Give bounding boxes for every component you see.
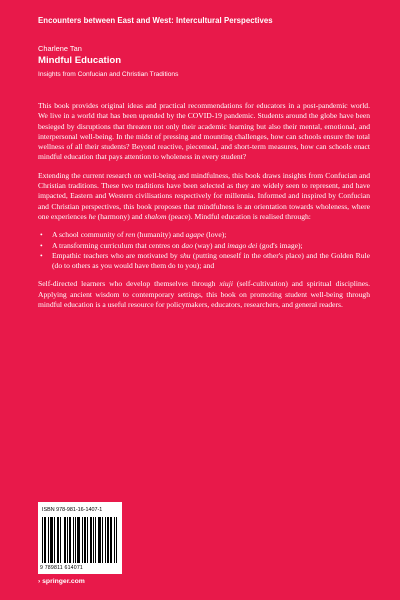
blurb-paragraph-2 [38,171,370,222]
bullet-item [38,241,370,251]
publisher-website: › springer.com [38,578,85,585]
barcode-bar [107,517,108,563]
author-name: Charlene Tan [38,44,82,53]
term-xiuji: xiuji [219,279,233,289]
barcode-bar [102,517,103,563]
blurb [38,101,370,318]
barcode-bar [111,517,112,563]
text-span: (self-cultivation) and spiritual disciplines. Applying ancient wisdom to contemporary settings, this book on promoting student well-being through mindful education is a useful resource for policymakers, educators, researchers, and general readers. [38,279,370,310]
barcode-bar [75,517,76,563]
text-span: (love); [204,230,227,240]
bullet-dot: • [40,250,43,260]
barcode-bar [73,517,74,563]
barcode-icon [42,517,118,563]
barcode-bar [78,517,79,563]
barcode-bar [105,517,106,563]
blurb-paragraph-1: This book provides original ideas and practical recommendations for educators in a post-pandemic world. We live in a world that has been upended by the COVID-19 pandemic. Students around the globe have been besieged by disruptions that threaten not only their academic learning but also their mental, emotional, and interpersonal well-being. In the midst of pressing and mounting challenges, how can schools ensure the total wellness of all their students? Beyond reactive, piecemeal, and short-term measures, how can schools enact mindful education that pays attention to wholeness in every student? [38,101,370,162]
term-shu: shu [180,250,191,260]
text-span: (harmony) and [95,211,145,221]
isbn-label: ISBN 978-981-16-1407-1 [42,507,103,513]
book-subtitle: Insights from Confucian and Christian Traditions [38,71,179,78]
barcode-bar [58,517,59,563]
series-title: Encounters between East and West: Intercultural Perspectives [38,16,273,25]
text-span: Empathic teachers who are motivated by [52,250,180,260]
barcode-bar [98,517,99,563]
barcode-bar [95,517,96,563]
barcode-bar [91,517,92,563]
bullet-dot: • [40,240,43,250]
barcode-bar [90,517,91,563]
bullet-item [38,230,370,240]
term-imago-dei: imago dei [227,240,258,250]
text-span: (way) and [192,240,228,250]
barcode-bar [70,517,71,563]
text-span: (humanity) and [135,230,186,240]
text-span: Self-directed learners who develop themselves through [38,279,220,289]
blurb-paragraph-3 [38,279,370,310]
barcode-bar [54,517,55,563]
term-ren: ren [125,230,136,240]
bullet-list [38,230,370,271]
barcode-bar [93,517,94,563]
barcode-bar [108,517,109,563]
barcode-bar [42,517,43,563]
barcode-bar [45,517,46,563]
barcode-box [38,502,122,574]
book-title: Mindful Education [38,55,122,66]
barcode-bar [85,517,86,563]
barcode-bar [77,517,78,563]
term-agape: agape [185,230,205,240]
term-dao: dao [181,240,193,250]
barcode-bar [48,517,49,563]
barcode-bar [87,517,88,563]
barcode-bar [79,517,80,563]
bullet-dot: • [40,230,43,240]
text-span: (putting oneself in the other's place) and the Golden Rule (do to others as you would have them do to you); and [52,250,370,271]
text-span: (peace). Mindful education is realised through: [166,211,311,221]
term-he: he [88,211,96,221]
text-span: Extending the current research on well-being and mindfulness, this book draws insights from Confucian and Christian traditions. These two traditions have been selected as they are widely seen to represent, and have impacted, Eastern and Western civilisations respectively for millennia. Informed and inspired by Confucian and Christian perspectives, this book proposes that mindfulness is an orientation towards wholeness, where one experiences [38,170,370,221]
text-span: A school community of [52,230,126,240]
barcode-bar [57,517,58,563]
barcode-bar [67,517,68,563]
barcode-bar [82,517,83,563]
barcode-bar [65,517,66,563]
barcode-bar [51,517,52,563]
term-shalom: shalom [144,211,167,221]
barcode-bar [50,517,51,563]
barcode-bar [84,517,85,563]
barcode-bar [69,517,70,563]
bullet-item [38,251,370,272]
barcode-bar [52,517,53,563]
barcode-bar [100,517,101,563]
barcode-bar [114,517,115,563]
text-span: (god's image); [257,240,303,250]
text-span: A transforming curriculum that centres on [52,240,182,250]
barcode-bar [116,517,117,563]
barcode-digits: 9 789811 614071 [40,565,84,571]
barcode-bar [110,517,111,563]
barcode-bar [99,517,100,563]
barcode-bar [44,517,45,563]
barcode-bar [60,517,61,563]
barcode-bar [64,517,65,563]
